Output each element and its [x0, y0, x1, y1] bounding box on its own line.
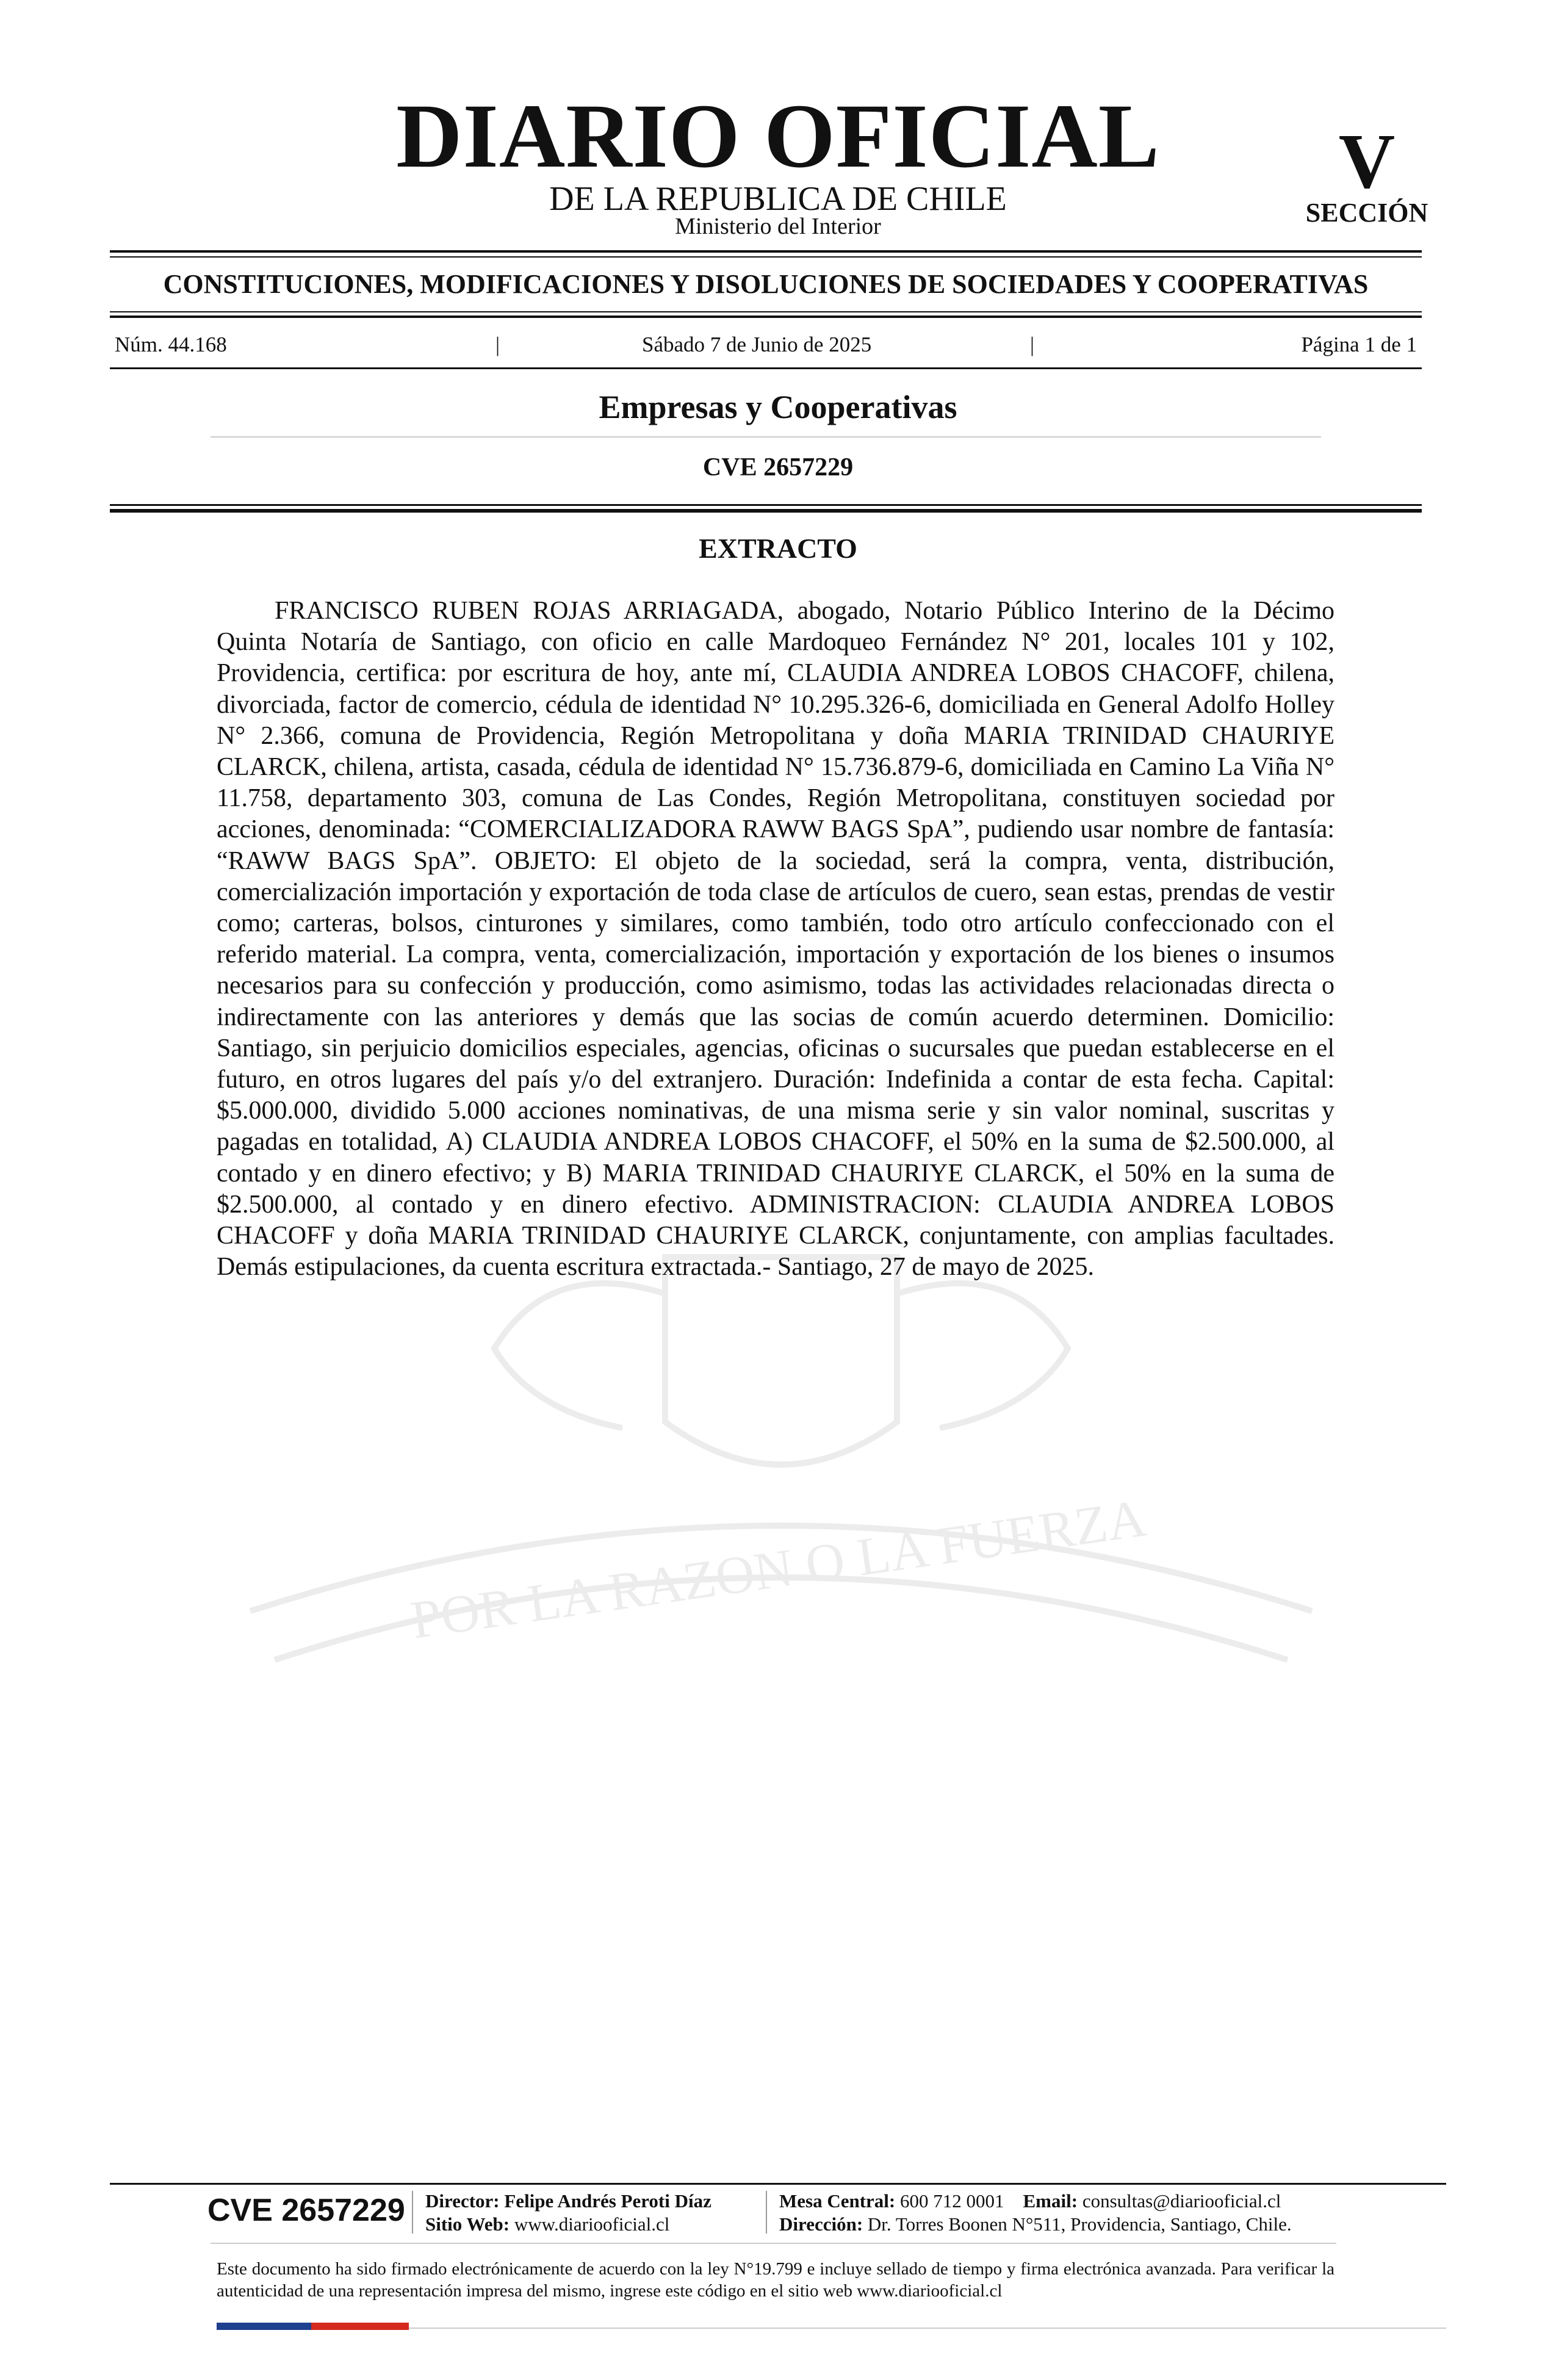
page-indicator: Página 1 de 1: [1301, 333, 1417, 356]
phone-number: 600 712 0001: [900, 2190, 1004, 2212]
huemul-icon: [494, 1283, 665, 1428]
ministry-label: Ministerio del Interior: [675, 214, 881, 239]
motto-text: POR LA RAZON O LA FUERZA: [407, 1488, 1150, 1651]
section-title: CONSTITUCIONES, MODIFICACIONES Y DISOLUCIONES DE SOCIEDADES Y COOPERATIVAS: [163, 269, 1369, 299]
email-link[interactable]: consultas@diariooficial.cl: [1082, 2190, 1281, 2212]
shield-icon: [665, 1257, 897, 1465]
flag-baseline: [409, 2328, 1446, 2329]
masthead-subtitle: DE LA REPUBLICA DE CHILE: [549, 180, 1007, 218]
info-separator: |: [495, 333, 500, 356]
footer-rule: [110, 2183, 1446, 2185]
coat-of-arms-watermark: [201, 1221, 1361, 1709]
cve-code: CVE 2657229: [702, 453, 854, 481]
mesa-label: Mesa Central:: [779, 2190, 896, 2212]
footer-divider: [766, 2191, 767, 2234]
section-rule-bottom: [110, 311, 1422, 312]
extracto-heading: EXTRACTO: [699, 533, 857, 564]
section-rule-bottom-thick: [110, 316, 1422, 318]
issue-date: Sábado 7 de Junio de 2025: [642, 333, 872, 356]
director-name: Felipe Andrés Peroti Díaz: [504, 2190, 711, 2212]
flag-stripe-blue: [217, 2323, 311, 2330]
issue-info-bar: [110, 333, 1422, 360]
cve-rule-thick: [110, 509, 1422, 513]
footer-divider: [412, 2191, 413, 2234]
section-label: SECCIÓN: [1305, 198, 1428, 228]
extracto-body: FRANCISCO RUBEN ROJAS ARRIAGADA, abogado, Notario Público Interino de la Décimo Quinta Notaría de Santiago, con oficio en calle Mardoqueo Fernández N° 201, locales 101 y 102, Providencia, certifica: por escritura de hoy, ante mí, CLAUDIA ANDREA LOBOS CHACOFF, chilena, divorciada, factor de comercio, cédula de identidad N° 10.295.326-6, domiciliada en General Adolfo Holley N° 2.366, comuna de Providencia, Región Metropolitana y doña MARIA TRINIDAD CHAURIYE CLARCK, chilena, artista, casada, cédula de identidad N° 15.736.879-6, domiciliada en Camino La Viña N° 11.758, departamento 303, comuna de Las Condes, Región Metropolitana, constituyen sociedad por acciones, denominada: “COMERCIALIZADORA RAWW BAGS SpA”, pudiendo usar nombre de fantasía: “RAWW BAGS SpA”. OBJETO: El objeto de la sociedad, será la compra, venta, distribución, comercialización importación y exportación de toda clase de artículos de cuero, sean estas, prendas de vestir como; carteras, bolsos, cinturones y similares, como también, todo otro artículo confeccionado con el referido material. La compra, venta, comercialización, importación y exportación de los bienes o insumos necesarios para su confección y producción, como asimismo, todas las actividades relacionadas directa o indirectamente con las anteriores y demás que las socias de común acuerdo determinen. Domicilio: Santiago, sin perjuicio domicilios especiales, agencias, oficinas o sucursales que puedan establecerse en el futuro, en otros lugares del país y/o del extranjero. Duración: Indefinida a contar de esta fecha. Capital: $5.000.000, dividido 5.000 acciones nominativas, de una misma serie y sin valor nominal, suscritas y pagadas en totalidad, A) CLAUDIA ANDREA LOBOS CHACOFF, el 50% en la suma de $2.500.000, al contado y en dinero efectivo; y B) MARIA TRINIDAD CHAURIYE CLARCK, el 50% en la suma de $2.500.000, al contado y en dinero efectivo. ADMINISTRACION: CLAUDIA ANDREA LOBOS CHACOFF y doña MARIA TRINIDAD CHAURIYE CLARCK, conjuntamente, con amplias facultades. Demás estipulaciones, da cuenta escritura extractada.- Santiago, 27 de mayo de 2025.: [217, 597, 1334, 1282]
signature-notice: Este documento ha sido firmado electrónicamente de acuerdo con la ley N°19.799 e incluye sellado de tiempo y firma electrónica avanzada. Para verificar la autenticidad de una representación impresa del mismo, ingrese este código en el sitio web www.diariooficial.cl: [217, 2259, 1334, 2301]
footer-cve-code: CVE 2657229: [207, 2193, 405, 2228]
footer-note-rule: [211, 2243, 1336, 2244]
flag-stripe-red: [311, 2323, 409, 2330]
footer-director-block: [425, 2190, 711, 2236]
website-link[interactable]: www.diariooficial.cl: [514, 2213, 670, 2235]
director-label: Director:: [425, 2190, 500, 2212]
condor-icon: [897, 1283, 1068, 1428]
footer-contact-block: [779, 2190, 1292, 2236]
cve-rule-thin: [110, 504, 1422, 506]
address-value: Dr. Torres Boonen N°511, Providencia, Santiago, Chile.: [867, 2213, 1292, 2235]
info-separator: |: [1030, 333, 1035, 356]
masthead-title: DIARIO OFICIAL: [396, 85, 1160, 187]
header-rule-top-thin: [110, 256, 1422, 258]
category-heading: Empresas y Cooperativas: [599, 389, 957, 425]
infobar-rule: [110, 367, 1422, 369]
email-label: Email:: [1023, 2190, 1078, 2212]
web-label: Sitio Web:: [425, 2213, 510, 2235]
section-letter: V: [1338, 118, 1396, 204]
header-rule-top: [110, 250, 1422, 253]
category-rule: [211, 436, 1321, 438]
address-label: Dirección:: [779, 2213, 863, 2235]
issue-number: Núm. 44.168: [115, 333, 227, 356]
